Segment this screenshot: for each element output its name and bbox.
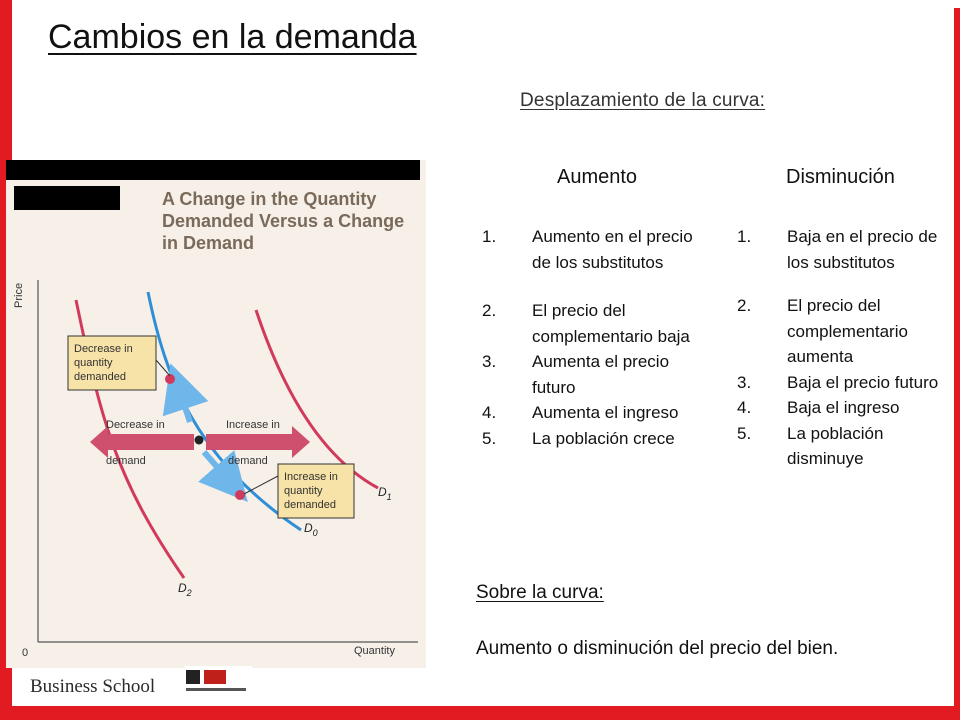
along-curve-heading: Sobre la curva:	[476, 582, 604, 603]
university-logo	[184, 666, 252, 694]
list-item: 4. Baja el ingreso	[737, 398, 900, 417]
list-item: 3. Aumenta el precio futuro	[482, 352, 670, 397]
increase-header: Aumento	[557, 166, 638, 188]
decrease-qd-label-1: Decrease in	[74, 343, 133, 355]
along-curve-text: Aumento o disminución del precio del bien.	[476, 638, 839, 659]
increase-qd-label-2: quantity	[284, 485, 323, 497]
list-item: 3. Baja el precio futuro	[737, 372, 939, 392]
list-item: 1. Aumento en el precio de los substitutos	[482, 227, 693, 272]
point-lower	[235, 490, 245, 500]
figure-title: A Change in the Quantity Demanded Versus a Change in Demand	[162, 189, 405, 253]
list-item: 4. Aumenta el ingreso	[482, 403, 679, 422]
decrease-header: Disminución	[786, 166, 895, 188]
bottom-accent-bar	[0, 706, 960, 720]
decrease-demand-label-1: Decrease in	[106, 419, 165, 431]
list-item: 1. Baja en el precio de los substitutos	[737, 227, 938, 272]
curve-d1-label: $D_1$	[378, 485, 392, 502]
origin-label: 0	[22, 647, 29, 659]
curve-d2-label: $D_2$	[178, 581, 192, 598]
list-item: 5. La población disminuye	[737, 423, 884, 468]
up-along-curve-arrow	[178, 386, 190, 422]
increase-qd-label-3: demanded	[284, 499, 336, 511]
redaction-bar	[14, 186, 120, 210]
business-school-label: Business School	[30, 676, 156, 697]
curve-d1	[256, 310, 378, 488]
decrease-qd-label-3: demanded	[74, 371, 126, 383]
y-axis-label: Price	[13, 282, 25, 308]
decrease-demand-label-2: demand	[106, 455, 146, 467]
increase-qd-label-1: Increase in	[284, 471, 338, 483]
increase-demand-label-2: demand	[228, 455, 268, 467]
point-middle	[195, 436, 204, 445]
redaction-bar	[6, 160, 420, 180]
x-axis-label: Quantity	[354, 645, 395, 657]
increase-demand-label-1: Increase in	[226, 419, 280, 431]
decrease-qd-label-2: quantity	[74, 357, 113, 369]
increase-qd-leader	[244, 476, 278, 494]
decrease-list	[737, 224, 957, 472]
slide-title: Cambios en la demanda	[48, 18, 417, 56]
list-item: 2. El precio del complementario aumenta	[737, 296, 908, 366]
shift-subtitle: Desplazamiento de la curva:	[520, 90, 766, 111]
list-item: 5. La población crece	[482, 428, 675, 448]
list-item: 2. El precio del complementario baja	[482, 301, 690, 346]
curve-d0-label: $D_0$	[304, 521, 318, 538]
increase-list	[482, 224, 697, 451]
